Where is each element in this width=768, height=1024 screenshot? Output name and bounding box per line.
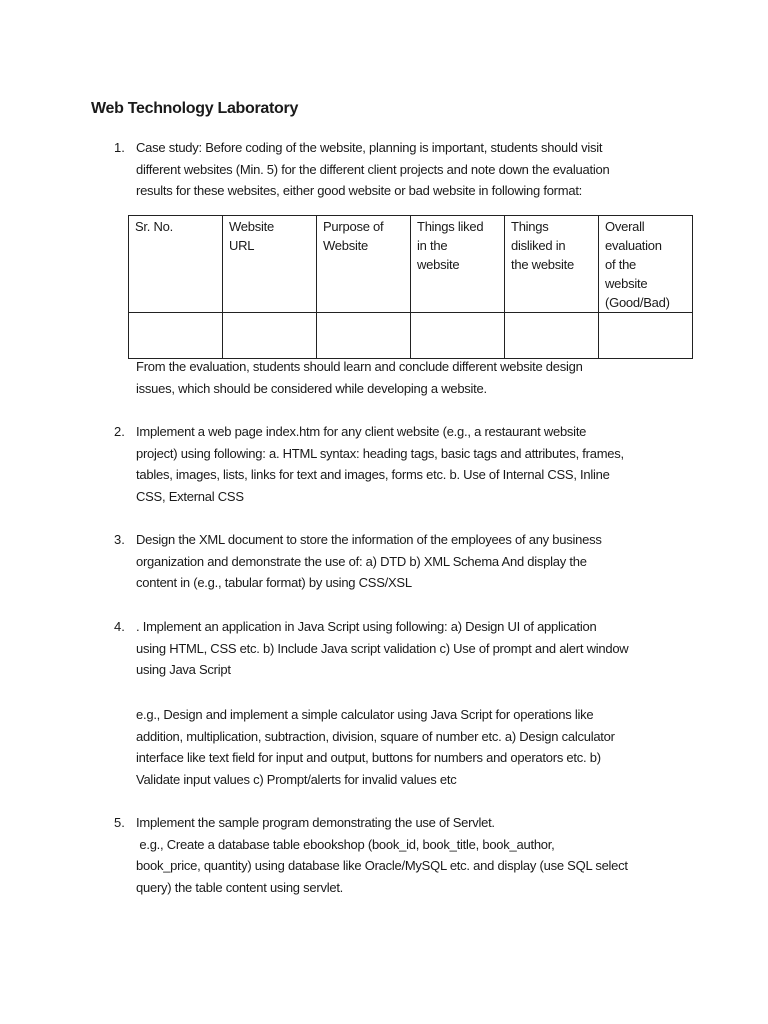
table-empty-cell[interactable] <box>505 313 599 359</box>
header-line: website <box>417 257 460 272</box>
header-line: disliked in <box>511 238 566 253</box>
text-line: organization and demonstrate the use of: a) DTD b) XML Schema And display the <box>136 553 587 569</box>
item-number: 1. <box>114 140 125 155</box>
header-line: evaluation <box>605 238 662 253</box>
item-number: 2. <box>114 424 125 439</box>
text-line: Validate input values c) Prompt/alerts for invalid values etc <box>136 772 457 788</box>
text-line: using Java Script <box>136 662 231 678</box>
table-empty-cell[interactable] <box>411 313 505 359</box>
table-header-cell <box>317 216 411 313</box>
text-line: Case study: Before coding of the website, planning is important, students should visit <box>136 140 603 155</box>
header-line: Purpose of <box>323 219 384 234</box>
table-header-cell <box>599 216 693 313</box>
text-line: Implement a web page index.htm for any client website (e.g., a restaurant website <box>136 424 587 439</box>
text-line: . Implement an application in Java Script using following: a) Design UI of application <box>136 619 597 634</box>
header-line: Website <box>229 219 274 234</box>
table-header-cell <box>505 216 599 313</box>
text-line: e.g., Create a database table ebookshop (book_id, book_title, book_author, <box>136 836 555 852</box>
text-line: issues, which should be considered while developing a website. <box>136 380 487 396</box>
header-line: the website <box>511 257 575 272</box>
text-line: interface like text field for input and output, buttons for numbers and operators etc. b) <box>136 750 601 766</box>
table-empty-cell[interactable] <box>129 313 223 359</box>
text-line: using HTML, CSS etc. b) Include Java script validation c) Use of prompt and alert window <box>136 640 629 656</box>
table-header-cell <box>411 216 505 313</box>
item4-example <box>136 704 615 791</box>
page-title: Web Technology Laboratory <box>91 100 299 117</box>
item-text <box>136 137 609 202</box>
table-header-cell <box>223 216 317 313</box>
text-line: CSS, External CSS <box>136 489 244 505</box>
header-line: URL <box>229 238 255 253</box>
text-line: different websites (Min. 5) for the different client projects and note down the evaluation <box>136 161 610 177</box>
text-line: query) the table content using servlet. <box>136 880 344 896</box>
text-line: From the evaluation, students should learn and conclude different website design <box>136 359 583 374</box>
table-empty-cell[interactable] <box>317 313 411 359</box>
text-line: book_price, quantity) using database like Oracle/MySQL etc. and display (use SQL select <box>136 858 628 874</box>
header-line: Things liked <box>417 219 484 234</box>
item-text <box>136 421 624 508</box>
header-line: (Good/Bad) <box>605 295 670 310</box>
item-text <box>136 529 602 594</box>
header-line: Website <box>323 238 368 253</box>
table-header-cell <box>129 216 223 313</box>
text-line: e.g., Design and implement a simple calculator using Java Script for operations like <box>136 707 594 722</box>
text-line: tables, images, lists, links for text and images, forms etc. b. Use of Internal CSS, Inline <box>136 467 610 483</box>
header-line: of the <box>605 257 637 272</box>
text-line: project) using following: a. HTML syntax: heading tags, basic tags and attributes, frames, <box>136 445 624 461</box>
evaluation-table <box>128 215 693 359</box>
header-line: Things <box>511 219 549 234</box>
text-line: Implement the sample program demonstrating the use of Servlet. <box>136 815 495 830</box>
item-text <box>136 812 628 899</box>
after-table-text <box>136 356 583 399</box>
table-empty-cell[interactable] <box>599 313 693 359</box>
header-line: Sr. No. <box>135 219 173 234</box>
text-line: Design the XML document to store the information of the employees of any business <box>136 532 602 547</box>
item-number: 5. <box>114 815 125 830</box>
header-line: Overall <box>605 219 645 234</box>
header-line: in the <box>417 238 448 253</box>
item-text <box>136 616 628 681</box>
text-line: addition, multiplication, subtraction, division, square of number etc. a) Design calculator <box>136 728 615 744</box>
text-line: results for these websites, either good website or bad website in following format: <box>136 183 583 199</box>
item-number: 4. <box>114 619 125 634</box>
header-line: website <box>605 276 648 291</box>
table-empty-cell[interactable] <box>223 313 317 359</box>
item-number: 3. <box>114 532 125 547</box>
text-line: content in (e.g., tabular format) by using CSS/XSL <box>136 575 412 591</box>
